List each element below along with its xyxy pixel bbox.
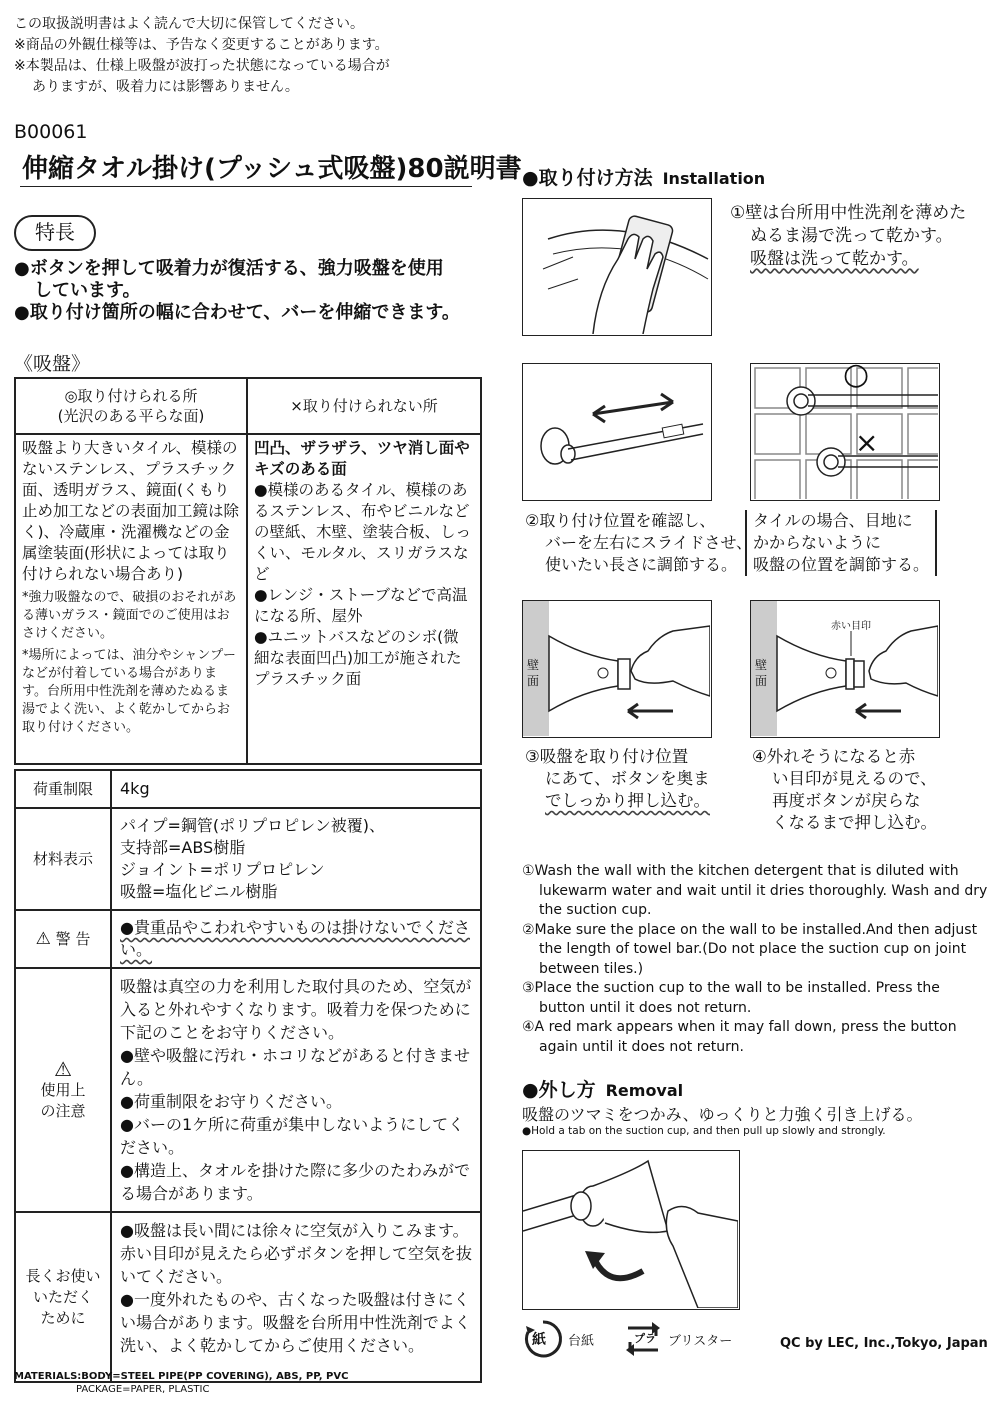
note-line: ありますが、吸着力には影響ありません。 xyxy=(32,79,299,95)
note-line: ※商品の外観仕様等は、予告なく変更することがあります。 xyxy=(14,37,389,53)
caution-icon: ⚠ xyxy=(54,1056,72,1081)
longuse-label: 長くお使い xyxy=(25,1266,101,1285)
ng-bold: 凹凸、ザラザラ、ツヤ消し面やキズのある面 xyxy=(254,439,470,478)
feature-item: しています。 xyxy=(34,280,141,301)
table-header-ok xyxy=(15,378,247,434)
load-label: 荷重制限 xyxy=(15,770,111,808)
ok-cell xyxy=(15,434,247,764)
english-line: the length of towel bar.(Do not place the suction cup on joint xyxy=(539,941,967,957)
removal-title-jp: ●外し方 xyxy=(522,1079,596,1101)
warning-label-cell xyxy=(15,910,111,968)
english-line: between tiles.) xyxy=(539,960,644,977)
load-value: 4kg xyxy=(111,770,481,808)
top-notes xyxy=(14,14,390,98)
installation-title-en: Installation xyxy=(662,169,766,188)
material-line: パイプ=鋼管(ポリプロピレン被覆)、 xyxy=(120,816,386,835)
material-line: 支持部=ABS樹脂 xyxy=(120,838,246,857)
plastic-label: ブリスター xyxy=(668,1334,733,1349)
removal-title xyxy=(522,1075,683,1102)
wall-label: 壁面 xyxy=(527,658,540,688)
table-header-ng: ×取り付けられない所 xyxy=(247,378,481,434)
caution-value xyxy=(111,968,481,1212)
title-rule xyxy=(20,186,472,187)
english-line: button until it does not return. xyxy=(539,999,752,1016)
warning-value xyxy=(111,910,481,968)
spec-table xyxy=(14,377,482,765)
note-line: ※本製品は、仕様上吸盤が波打った状態になっている場合が xyxy=(14,58,390,74)
caption-line: 吸盤の位置を調節する。 xyxy=(753,555,930,574)
caution-item: ●荷重制限をお守りください。 xyxy=(120,1092,342,1111)
ng-item: ●模様のあるタイル、模様のあるステンレス、布やビニルなどの壁紙、木壁、塗装合板、しっくい、モルタル、スリガラスなど xyxy=(254,481,472,583)
wall-label: 壁面 xyxy=(755,658,768,688)
warning-icon: ⚠ xyxy=(35,928,51,949)
ng-mark: × xyxy=(855,426,879,459)
material-line: ジョイント=ポリプロピレン xyxy=(120,860,325,879)
caption-line: ②取り付け位置を確認し、 xyxy=(525,511,716,530)
paper-symbol: 紙 xyxy=(532,1332,546,1348)
materials-line: MATERIALS:BODY=STEEL PIPE(PP COVERING), ABS, PP, PVC xyxy=(14,1371,349,1382)
caption-line: でしっかり押し込む。 xyxy=(545,791,710,810)
caption-line: 吸盤は洗って乾かす。 xyxy=(750,249,919,269)
figure-removal xyxy=(522,1150,740,1310)
caution-label: 使用上 xyxy=(40,1080,86,1099)
english-line: ④A red mark appears when it may fall down, press the button xyxy=(522,1019,957,1035)
tile-caption xyxy=(745,510,937,576)
caption-line: バーを左右にスライドさせ、 xyxy=(545,533,753,552)
feature-item: ●ボタンを押して吸着力が復活する、強力吸盤を使用 xyxy=(14,258,444,279)
press-illustration xyxy=(523,601,710,736)
features-badge: 特長 xyxy=(14,215,96,251)
caption-line: 再度ボタンが戻らな xyxy=(772,791,921,810)
longuse-label: ために xyxy=(40,1308,86,1327)
step2-caption xyxy=(525,510,752,576)
red-mark-label: 赤い目印 xyxy=(831,621,871,632)
caption-line: かからないように xyxy=(753,533,882,552)
caution-intro: 吸盤は真空の力を利用した取付具のため、空気が入ると外れやすくなります。吸着力を保つために下記のことをお守りください。 xyxy=(120,977,472,1042)
english-line: ①Wash the wall with the kitchen detergent that is diluted with xyxy=(522,863,959,879)
material-line: 吸盤=塩化ビニル樹脂 xyxy=(120,882,278,901)
plastic-recycle xyxy=(622,1318,733,1360)
removal-illustration xyxy=(523,1151,738,1308)
ng-item: ●レンジ・ストーブなどで高温になる所、屋外 xyxy=(254,586,468,625)
removal-text-en: ●Hold a tab on the suction cup, and then pull up slowly and strongly. xyxy=(522,1125,886,1137)
caption-line: くなるまで押し込む。 xyxy=(772,813,937,832)
ok-mark: ○ xyxy=(843,357,870,392)
caution-item: ●構造上、タオルを掛けた際に多少のたわみがでる場合があります。 xyxy=(120,1161,470,1203)
caption-line: い目印が見えるので、 xyxy=(772,769,937,788)
warning-text: ●貴重品やこわれやすいものは掛けないでください。 xyxy=(120,918,470,959)
header-ok-sub: (光沢のある平らな面) xyxy=(57,407,205,425)
caption-line: ③吸盤を取り付け位置 xyxy=(525,747,689,766)
caption-line: タイルの場合、目地に xyxy=(753,511,913,530)
english-line: ②Make sure the place on the wall to be installed.And then adjust xyxy=(522,921,978,938)
step4-caption xyxy=(752,746,937,834)
caution-item: ●壁や吸盤に汚れ・ホコリなどがあると付きません。 xyxy=(120,1046,470,1088)
figure-slide-bar xyxy=(522,363,712,501)
caption-line: 使いたい長さに調節する。 xyxy=(545,555,738,574)
caption-line: ①壁は台所用中性洗剤を薄めた xyxy=(730,203,967,223)
wipe-illustration xyxy=(523,199,710,334)
product-code: B00061 xyxy=(14,121,88,143)
figure-wipe-wall xyxy=(522,198,712,336)
longuse-item: ●吸盤は長い間には徐々に空気が入りこみます。赤い目印が見えたら必ずボタンを押して空気を抜いてください。 xyxy=(120,1221,473,1286)
paper-recycle xyxy=(522,1318,595,1360)
english-line: ③Place the suction cup to the wall to be installed. Press the xyxy=(522,980,940,996)
removal-title-en: Removal xyxy=(605,1081,684,1100)
caution-label-cell xyxy=(15,968,111,1212)
installation-title xyxy=(522,163,765,190)
page-title: 伸縮タオル掛け(プッシュ式吸盤)80説明書 xyxy=(22,154,522,184)
ok-note: *強力吸盤なので、破損のおそれがある薄いガラス・鏡面でのご使用はおさけください。 xyxy=(22,590,237,641)
ok-body: 吸盤より大きいタイル、模様のないステンレス、プラスチック面、透明ガラス、鏡面(くもり止め加工などの表面加工鏡は除く)、冷蔵庫・洗濯機などの金属塗装面(形状によっては取り付けられない場合あり) xyxy=(22,439,240,583)
feature-item: ●取り付け箇所の幅に合わせて、バーを伸縮できます。 xyxy=(14,302,460,323)
longuse-value xyxy=(111,1212,481,1382)
ng-cell xyxy=(247,434,481,764)
ok-note: *場所によっては、油分やシャンプーなどが付着している場合があります。台所用中性洗剤を薄めたぬるま湯でよく洗い、よく乾かしてからお取り付けください。 xyxy=(22,648,236,735)
figure-tile-position xyxy=(750,357,940,501)
installation-title-jp: ●取り付け方法 xyxy=(522,167,653,189)
materials-note xyxy=(14,1370,348,1396)
step3-caption xyxy=(525,746,710,812)
materials-line: PACKAGE=PAPER, PLASTIC xyxy=(76,1384,210,1395)
figure-red-mark xyxy=(750,600,940,738)
step1-caption xyxy=(730,202,966,271)
note-line: この取扱説明書はよく読んで大切に保管してください。 xyxy=(14,16,364,32)
warning-label: 警 告 xyxy=(55,929,91,948)
english-line: lukewarm water and wait until it dries thoroughly. Wash and dry xyxy=(539,882,988,899)
caption-line: ぬるま湯で洗って乾かす。 xyxy=(750,226,953,246)
material-value xyxy=(111,808,481,910)
longuse-item: ●一度外れたものや、古くなった吸盤は付きにくい場合があります。吸盤を台所用中性洗剤でよく洗い、よく乾かしてからご使用ください。 xyxy=(120,1290,471,1355)
caution-label: の注意 xyxy=(40,1101,86,1120)
plastic-symbol: プラ xyxy=(634,1332,656,1345)
caution-item: ●バーの1ケ所に荷重が集中しないようにしてください。 xyxy=(120,1115,465,1157)
english-line: again until it does not return. xyxy=(539,1038,744,1055)
material-label: 材料表示 xyxy=(15,808,111,910)
figure-press-button xyxy=(522,600,712,738)
caption-line: ④外れそうになると赤 xyxy=(752,747,916,766)
spec-table-lower xyxy=(14,769,482,1383)
removal-text-jp: 吸盤のツマミをつかみ、ゆっくりと力強く引き上げる。 xyxy=(522,1105,923,1124)
ng-item: ●ユニットバスなどのシボ(微細な表面凹凸)加工が施されたプラスチック面 xyxy=(254,628,462,688)
caption-line: にあて、ボタンを奥ま xyxy=(545,769,710,788)
slide-bar-illustration xyxy=(523,364,710,499)
longuse-label-cell xyxy=(15,1212,111,1382)
footer-credit: QC by LEC, Inc.,Tokyo, Japan xyxy=(780,1336,988,1351)
header-ok-title: ◎取り付けられる所 xyxy=(64,387,198,405)
features-list xyxy=(14,258,494,324)
english-line: the suction cup. xyxy=(539,902,652,918)
english-steps xyxy=(522,862,992,1057)
paper-label: 台紙 xyxy=(568,1334,595,1349)
longuse-label: いただく xyxy=(32,1287,93,1306)
suction-heading: 《吸盤》 xyxy=(14,353,91,375)
